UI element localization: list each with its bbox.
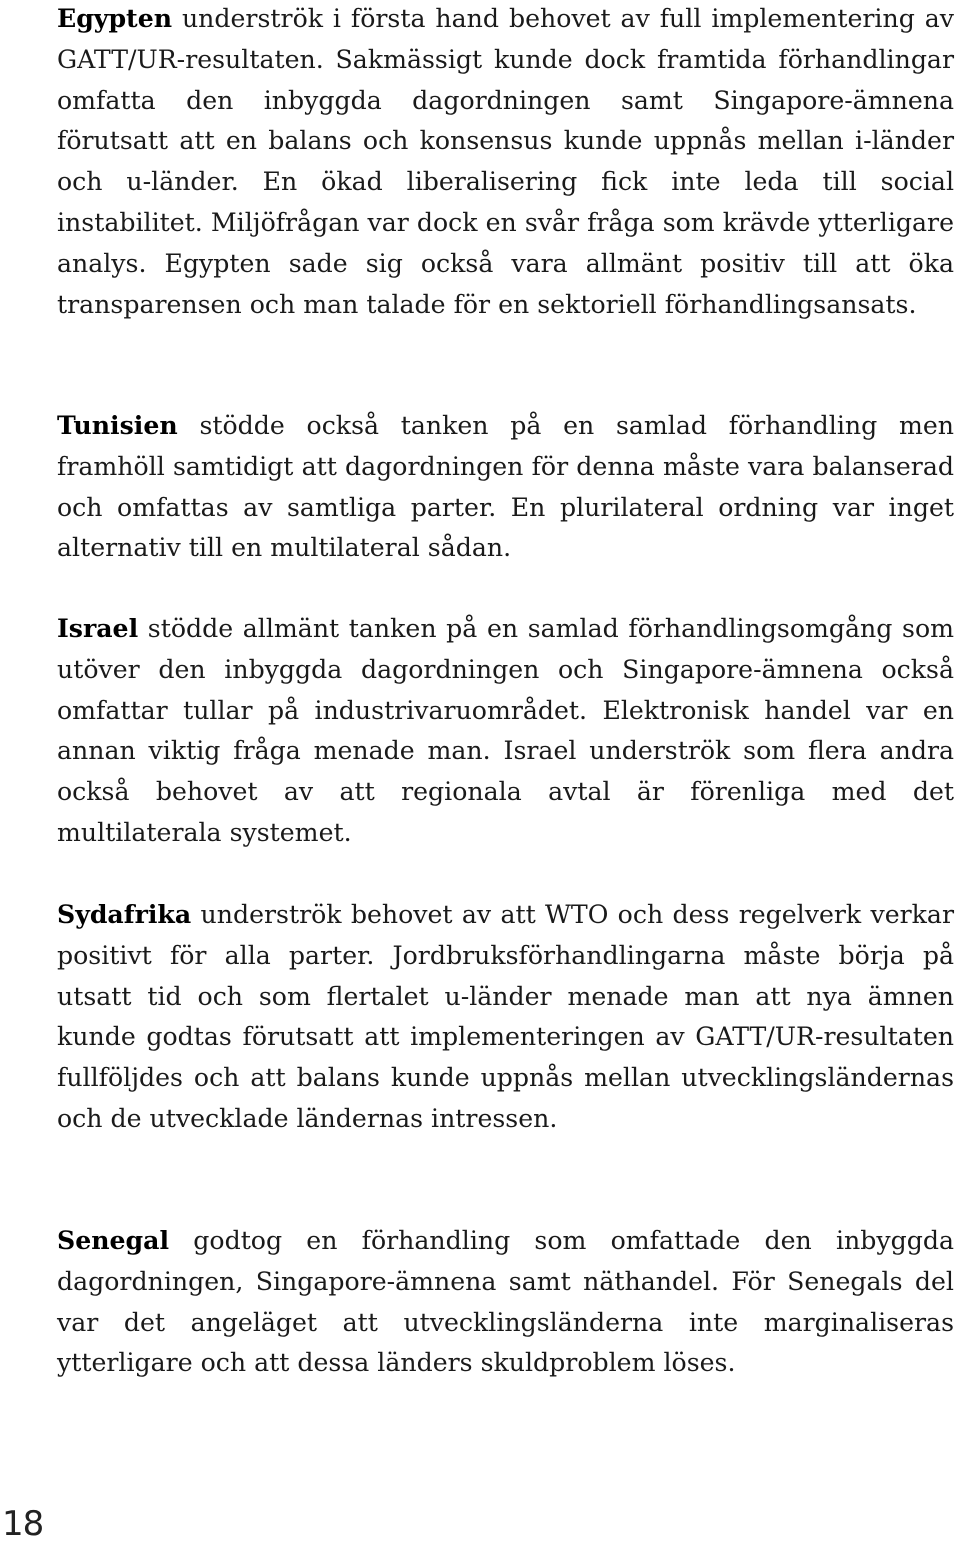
country-name-sydafrika: Sydafrika xyxy=(57,899,192,929)
paragraph-israel xyxy=(57,608,954,854)
country-name-tunisien: Tunisien xyxy=(57,410,178,440)
country-name-senegal: Senegal xyxy=(57,1225,170,1255)
paragraph-senegal xyxy=(57,1220,954,1384)
paragraph-text-tunisien: stödde också tanken på en samlad förhandling men framhöll samtidigt att dagordningen för denna måste vara balanserad och omfattas av samtliga parter. En plurilateral ordning var inget alternativ till en multilateral sådan. xyxy=(57,411,954,563)
paragraph-tunisien xyxy=(57,405,954,569)
paragraph-text-sydafrika: underströk behovet av att WTO och dess regelverk verkar positivt för alla parter. Jordbruksförhandlingarna måste börja på utsatt tid och som flertalet u-länder menade man att nya ämnen kunde godtas förutsatt att implementeringen av GATT/UR-resultaten fullföljdes och att balans kunde uppnås mellan utvecklingsländernas och de utvecklade ländernas intressen. xyxy=(57,900,954,1133)
page-number: 18 xyxy=(2,1504,44,1544)
paragraph-sydafrika xyxy=(57,894,954,1140)
paragraph-egypten xyxy=(57,0,954,325)
country-name-egypten: Egypten xyxy=(57,3,173,33)
paragraph-text-egypten: underströk i första hand behovet av full implementering av GATT/UR-resultaten. Sakmässigt kunde dock framtida förhandlingar omfatta den inbyggda dagordningen samt Singapore-ämnena förutsatt att en balans och konsensus kunde uppnås mellan i-länder och u-länder. En ökad liberalisering fick inte leda till social instabilitet. Miljöfrågan var dock en svår fråga som krävde ytterligare analys. Egypten sade sig också vara allmänt positiv till att öka transparensen och man talade för en sektoriell förhandlingsansats. xyxy=(57,4,954,319)
paragraph-text-senegal: godtog en förhandling som omfattade den inbyggda dagordningen, Singapore-ämnena samt näthandel. För Senegals del var det angeläget att utvecklingsländerna inte marginaliseras ytterligare och att dessa länders skuldproblem löses. xyxy=(57,1226,954,1378)
paragraph-text-israel: stödde allmänt tanken på en samlad förhandlingsomgång som utöver den inbyggda dagordningen och Singapore-ämnena också omfattar tullar på industrivaruområdet. Elektronisk handel var en annan viktig fråga menade man. Israel underströk som flera andra också behovet av att regionala avtal är förenliga med det multilaterala systemet. xyxy=(57,614,954,847)
country-name-israel: Israel xyxy=(57,613,139,643)
